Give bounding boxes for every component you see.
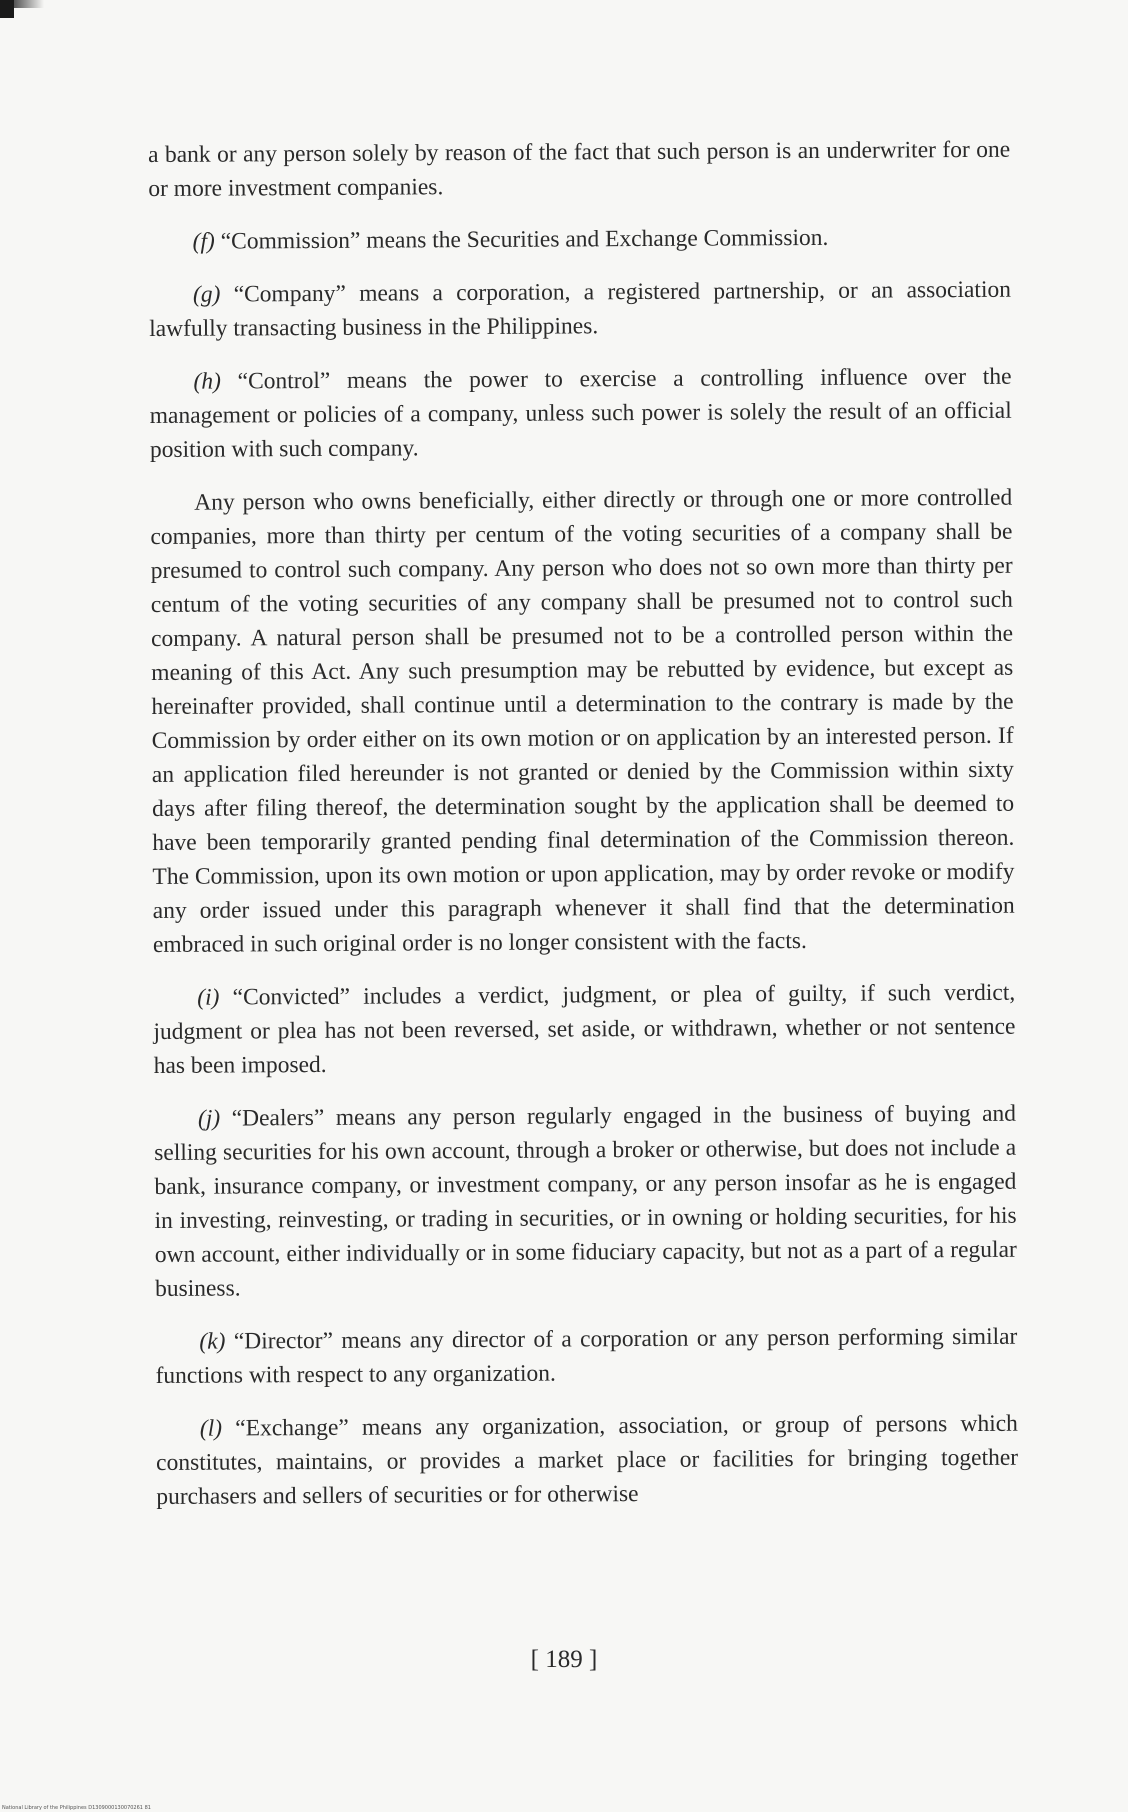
clause-letter: (f) <box>192 228 215 255</box>
definition-director <box>155 1320 1017 1393</box>
definition-control <box>149 360 1012 467</box>
clause-letter: (l) <box>199 1415 223 1442</box>
paragraph-continuation <box>148 133 1010 206</box>
clause-letter: (k) <box>199 1328 226 1355</box>
paragraph-text: “Dealers” means any person regularly engaged in the business of buying and selling securities for his own account, through a broker or otherwise, but does not include a bank, insurance company, or investment company, or any person insofar as he is engaged in investing, reinvesting, or trading in securities, or in owning or holding securities, for his own account, either individually or in some fiduciary capacity, but not as a part of a regular business. <box>154 1100 1017 1302</box>
paragraph-text: Any person who owns beneficially, either directly or through one or more controlled companies, more than thirty per centum of the voting securities of a company shall be presumed to control such company. Any person who does not so own more than thirty per centum of the voting securities of any company shall be presumed not to control such company. A natural person shall be presumed not to be a controlled person within the meaning of this Act. Any such presumption may be rebutted by evidence, but except as hereinafter provided, shall continue until a determination to the contrary is made by the Commission by order either on its own motion or on application by an interested person. If an application filed hereunder is not granted or denied by the Commission within sixty days after filing thereof, the determination sought by the application shall be deemed to have been temporarily granted pending final determination of the Commission thereon. The Commission, upon its own motion or upon application, may by order revoke or modify any order issued under this paragraph whenever it shall find that the determination embraced in such original order is no longer consistent with the facts. <box>150 484 1015 958</box>
paragraph-text: “Commission” means the Securities and Exchange Commission. <box>214 224 829 255</box>
clause-letter: (h) <box>193 368 221 395</box>
paragraph-text: “Company” means a corporation, a registered partnership, or an association lawfully transacting business in the Philippines. <box>149 276 1012 342</box>
paragraph-text: a bank or any person solely by reason of the fact that such person is an underwriter for one or more investment companies. <box>148 136 1011 202</box>
scan-footer <box>0 1800 1128 1812</box>
paragraph-text: “Convicted” includes a verdict, judgment, or plea of guilty, if such verdict, judgment or plea has not been reversed, set aside, or withdrawn, whether or not sentence has been imposed. <box>153 979 1016 1079</box>
page-body <box>148 133 1019 1533</box>
footer-credit: National Library of the Philippines D1309000130070261 81 <box>2 1805 151 1811</box>
definition-dealers <box>154 1097 1017 1306</box>
definition-commission <box>149 220 1011 259</box>
definition-convicted <box>153 976 1016 1083</box>
scan-corner-mark <box>0 0 14 18</box>
scan-corner-shadow <box>14 0 44 8</box>
definition-company <box>149 273 1011 346</box>
clause-letter: (g) <box>192 281 221 308</box>
definition-exchange <box>156 1407 1019 1514</box>
page-number: [ 189 ] <box>530 1646 598 1673</box>
clause-letter: (i) <box>197 984 220 1011</box>
paragraph-text: “Exchange” means any organization, association, or group of persons which constitutes, maintains, or provides a market place or facilities for bringing together purchasers and sellers of securities or for otherwise <box>156 1410 1019 1510</box>
paragraph-control-presumption <box>150 481 1015 962</box>
clause-letter: (j) <box>197 1105 221 1132</box>
paragraph-text: “Director” means any director of a corporation or any person performing similar functions with respect to any organization. <box>155 1323 1018 1389</box>
paragraph-text: “Control” means the power to exercise a controlling influence over the management or policies of a company, unless such power is solely the result of an official position with such company. <box>149 363 1012 463</box>
